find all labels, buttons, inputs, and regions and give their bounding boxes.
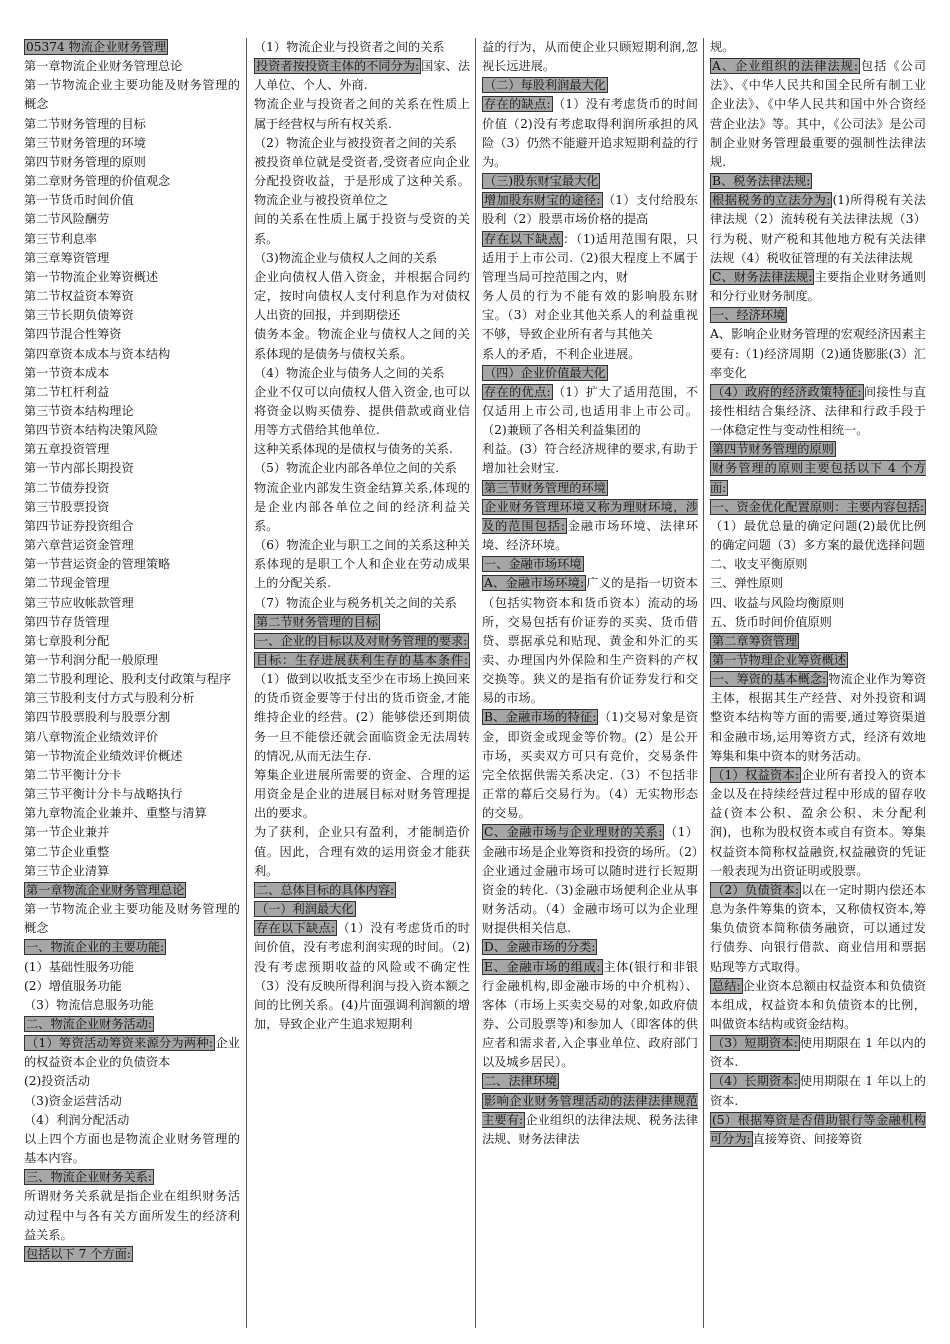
- text-line: [24, 766, 240, 785]
- body-text: 第一节利润分配一般原理: [24, 653, 159, 667]
- text-line: [24, 1245, 240, 1264]
- body-text: 所谓财务关系就是指企业在组织财务活动过程中与各有关方面所发生的经济利益关系。: [24, 1189, 240, 1242]
- text-line: [24, 230, 240, 249]
- text-line: [254, 536, 470, 593]
- text-line: [24, 421, 240, 440]
- text-line: [24, 1111, 240, 1130]
- body-text: 第四节证券投资组合: [24, 518, 134, 533]
- highlighted-heading: 第四节财务管理的原则: [712, 442, 834, 457]
- body-text: 企业所有者投入的资本金以及在持续经营过程中形成的留存收益(资本公积、盈余公积、未分配利润)，也称为股权资本或自有资本。筹集权益资本简称权益融资,权益融资的凭证一般表现为出资证明或股票。: [710, 767, 926, 878]
- body-text: 国家、法人单位、个人、外商.: [254, 59, 470, 93]
- body-text: 务人员的行为不能有效的影响股东财宝。（3）对企业其他关系人的利益重视不够，导致企业所有者与其他关: [482, 289, 698, 342]
- body-text: 被投资单位就是受资者,受资者应向企业分配投资收益，于是形成了这种关系。物流企业与被投资单位之: [254, 154, 470, 208]
- body-text: 筹集企业进展所需要的资金、合理的运用资金是企业的进展目标对财务管理提出的要求。: [254, 767, 470, 821]
- body-text: 间的关系在性质上属于投资与受资的关系。: [254, 212, 470, 246]
- text-line: [254, 95, 470, 133]
- text-line: [24, 1015, 240, 1034]
- text-line: [254, 383, 470, 440]
- text-line: [24, 594, 240, 613]
- body-text: 直接筹资、间接筹资: [752, 1131, 863, 1146]
- text-line: [254, 210, 470, 248]
- highlighted-heading: 存在的优点:: [484, 384, 551, 399]
- text-line: [710, 440, 926, 459]
- text-line: [254, 153, 470, 210]
- highlighted-heading: （4）政府的经济政策特征:: [712, 384, 862, 399]
- document-page: [24, 38, 926, 1328]
- highlighted-heading: 一、企业的目标以及对财务管理的要求:: [256, 633, 468, 648]
- text-line: [24, 900, 240, 938]
- body-text: 这种关系体现的是债权与债务的关系.: [254, 442, 453, 457]
- highlighted-heading: （1）权益资本:: [712, 767, 800, 782]
- text-line: [24, 996, 240, 1015]
- text-line: [482, 1092, 698, 1149]
- text-line: [482, 383, 698, 440]
- body-text: 企业资本总额由权益资本和负债资本组成，权益资本和负债资本的比例，叫做资本结构或资金结构。: [710, 978, 926, 1031]
- text-line: [24, 843, 240, 862]
- text-line: [710, 459, 926, 497]
- body-text: （5）物流企业内部各单位之间的关系: [254, 461, 457, 476]
- text-line: [710, 268, 926, 306]
- body-text: （7）物流企业与税务机关之间的关系: [254, 595, 457, 610]
- body-text: 规。: [710, 40, 735, 54]
- body-text: （1）做到以收抵支至少在市场上换回来的货币资金要等于付出的货币资金,才能维持企业的经营。(2）能够偿还到期债务一旦不能偿还就会面临资金无法周转的情况,从而无法生存.: [254, 672, 470, 763]
- text-line: [24, 632, 240, 651]
- text-line: [482, 95, 698, 172]
- body-text: （3)物流企业与债权人之间的关系: [254, 250, 438, 265]
- text-line: [254, 325, 470, 363]
- body-text: (2)投资活动: [24, 1074, 91, 1089]
- highlighted-heading: 第一节物理企业筹资概述: [712, 653, 847, 667]
- text-line: [254, 134, 470, 153]
- text-line: [710, 325, 926, 382]
- body-text: （4）物流企业与债务人之间的关系: [254, 365, 445, 380]
- body-text: 以上四个方面也是物流企业财务管理的基本内容。: [24, 1131, 240, 1166]
- highlighted-heading: （4）长期资本:: [712, 1074, 798, 1089]
- body-text: 益的行为，从而使企业只顾短期利润,忽视长远进展。: [482, 40, 698, 74]
- text-line: [24, 1034, 240, 1072]
- highlighted-heading: 第二节财务管理的目标: [256, 614, 378, 629]
- body-text: 第三节应收帐款管理: [24, 595, 134, 610]
- column-divider: [475, 38, 476, 1328]
- text-line: [482, 191, 698, 229]
- body-text: （3）物流信息服务功能: [24, 997, 154, 1012]
- text-line: [24, 804, 240, 823]
- highlighted-heading: 第一章物流企业财务管理总论: [26, 882, 185, 897]
- text-line: [24, 536, 240, 555]
- text-line: [710, 632, 926, 651]
- body-text: 第一节货币时间价值: [24, 193, 134, 208]
- text-line: [710, 498, 926, 555]
- body-text: 五、货币时间价值原则: [710, 614, 832, 629]
- text-line: [254, 440, 470, 459]
- text-line: [254, 268, 470, 325]
- text-line: [482, 76, 698, 95]
- text-line: [254, 479, 470, 536]
- body-text: （1）最优总量的确定问题(2)最优比例的确定问题（3）多方案的最优选择问题: [710, 518, 926, 553]
- body-text: 第七章股利分配: [24, 633, 110, 648]
- text-column-1: [24, 38, 240, 1328]
- text-line: [482, 1072, 698, 1091]
- text-line: [24, 479, 240, 498]
- text-line: [24, 210, 240, 229]
- text-line: [24, 459, 240, 478]
- text-line: [710, 1034, 926, 1072]
- text-line: [24, 38, 240, 57]
- body-text: 第二节债券投资: [24, 480, 110, 495]
- text-line: [710, 172, 926, 191]
- text-line: [24, 1072, 240, 1091]
- body-text: 第三节利息率: [24, 231, 98, 246]
- body-text: 第三节平衡计分卡与战略执行: [24, 787, 183, 802]
- text-line: [482, 574, 698, 708]
- text-line: [24, 134, 240, 153]
- body-text: 第四节混合性筹资: [24, 327, 122, 342]
- text-line: [24, 670, 240, 689]
- text-line: [710, 383, 926, 440]
- text-line: [24, 268, 240, 287]
- highlighted-heading: （一）利润最大化: [256, 902, 354, 917]
- body-text: 第六章营运资金管理: [24, 538, 134, 553]
- highlighted-heading: E、金融市场的组成:: [484, 959, 601, 974]
- text-column-4: [710, 38, 926, 1328]
- text-line: [24, 958, 240, 977]
- body-text: 第二章财务管理的价值观念: [24, 174, 171, 189]
- body-text: 使用期限在 1 年以内的资本.: [710, 1036, 926, 1070]
- highlighted-heading: 目标：生存进展获利生存的基本条件:: [256, 653, 468, 667]
- text-line: [24, 881, 240, 900]
- body-text: 三、弹性原则: [710, 576, 784, 591]
- body-text: （1）扩大了适用范围，不仅适用上市公司,也适用非上市公司。（2)兼顾了各相关利益集团的: [482, 384, 698, 438]
- body-text: 利益。(3）符合经济规律的要求,有助于增加社会财宝.: [482, 442, 698, 476]
- text-line: [710, 881, 926, 977]
- body-text: 第一节内部长期投资: [24, 461, 134, 476]
- text-line: [710, 613, 926, 632]
- text-line: [24, 153, 240, 172]
- text-line: [710, 1072, 926, 1110]
- text-line: [710, 306, 926, 325]
- text-line: [482, 345, 698, 364]
- body-text: 金融市场环境、法律环境、经济环境。: [482, 518, 698, 553]
- text-line: [482, 440, 698, 478]
- body-text: 第二节风险酬劳: [24, 212, 110, 227]
- text-line: [24, 345, 240, 364]
- highlighted-heading: B、税务法律法规:: [712, 174, 811, 189]
- text-line: [254, 613, 470, 632]
- highlighted-heading: 二、物流企业财务活动:: [26, 1016, 152, 1031]
- highlighted-heading: D、金融市场的分类:: [484, 940, 596, 955]
- body-text: （3)资金运营活动: [24, 1093, 122, 1108]
- text-line: [24, 613, 240, 632]
- highlighted-heading: 第二章筹资管理: [712, 633, 798, 648]
- body-text: 物流企业内部发生资金结算关系,体现的是企业内部各单位之间的经济利益关系。: [254, 480, 470, 533]
- body-text: 债务本金。物流企业与债权人之间的关系体现的是债务与债权关系。: [254, 327, 470, 361]
- text-column-3: [482, 38, 698, 1328]
- body-text: 第一章物流企业财务管理总论: [24, 59, 183, 74]
- body-text: 企业不仅可以向债权人借入资金,也可以将资金以购买债券、提供借款或商业信用等方式借给其他单位.: [254, 384, 470, 438]
- highlighted-heading: 存在以下缺点:: [256, 921, 336, 936]
- body-text: 第二节财务管理的目标: [24, 116, 146, 131]
- body-text: A、影响企业财务管理的宏观经济因素主要有:（1)经济周期（2)通货膨胀(3）汇率变化: [710, 327, 926, 380]
- body-text: 第九章物流企业兼并、重整与清算: [24, 806, 207, 821]
- highlighted-heading: 第三节财务管理的环境: [484, 480, 606, 495]
- text-line: [482, 823, 698, 938]
- body-text: 第三章筹资管理: [24, 250, 110, 265]
- text-line: [24, 689, 240, 708]
- body-text: 第四章资本成本与资本结构: [24, 346, 171, 361]
- text-line: [482, 958, 698, 1073]
- highlighted-heading: （2）负债资本:: [712, 882, 800, 897]
- body-text: 第二节杠杆利益: [24, 384, 110, 399]
- body-text: 企业组织的法律法规、税务法律法规、财务法律法: [482, 1112, 698, 1146]
- highlighted-heading: 根据税务的立法分为:: [712, 193, 831, 208]
- body-text: （6）物流企业与职工之间的关系这种关系体现的是职工个人和企业在劳动成果上的分配关系.: [254, 538, 470, 591]
- highlighted-heading: 投资者按投资主体的不同分为:: [256, 59, 420, 74]
- highlighted-heading: 存在以下缺点: [484, 231, 562, 246]
- text-line: [24, 383, 240, 402]
- body-text: （1）物流企业与投资者之间的关系: [254, 40, 445, 54]
- text-line: [24, 1130, 240, 1168]
- highlighted-heading: （3）短期资本:: [712, 1036, 798, 1051]
- body-text: (1)所得税有关法律法规（2）流转税有关法律法规（3）行为税、财产税和其他地方税有关法律法规（4）税收征管理的有关法律法规: [710, 193, 926, 265]
- text-line: [482, 364, 698, 383]
- text-line: [710, 57, 926, 172]
- text-line: [24, 728, 240, 747]
- text-line: [24, 1092, 240, 1111]
- body-text: 第三节企业清算: [24, 863, 110, 878]
- text-line: [24, 115, 240, 134]
- text-line: [24, 651, 240, 670]
- highlighted-heading: C、金融市场与企业理财的关系:: [484, 825, 663, 840]
- body-text: 企业向债权人借入资金，并根据合同约定，按时向债权人支付利息作为对债权人出资的回报，并到期偿还: [254, 269, 470, 323]
- body-text: (2）增值服务功能: [24, 978, 122, 993]
- text-line: [254, 364, 470, 383]
- body-text: 第一节资本成本: [24, 365, 110, 380]
- body-text: （2）物流企业与被投资者之间的关系: [254, 135, 457, 150]
- text-line: [24, 191, 240, 210]
- highlighted-heading: A、金融市场环境:: [484, 576, 585, 591]
- highlighted-heading: 一、筹资的基本概念:: [712, 672, 827, 687]
- text-line: [254, 823, 470, 880]
- text-line: [482, 287, 698, 344]
- text-line: [24, 823, 240, 842]
- text-line: [24, 364, 240, 383]
- highlighted-heading: 存在的缺点:: [484, 97, 551, 112]
- text-line: [482, 38, 698, 76]
- body-text: 第三节股利支付方式与股利分析: [24, 691, 195, 706]
- body-text: 第三节财务管理的环境: [24, 135, 146, 150]
- text-line: [710, 1111, 926, 1149]
- text-line: [710, 38, 926, 57]
- body-text: 主体(银行和非银行金融机构,即金融市场的中介机构）、客体（市场上买卖交易的对象,如政府债券、公司股票等)和参加人（即客体的供应者和需求者,入企事业单位、政府部门以及城乡居民）。: [482, 959, 698, 1070]
- highlighted-heading: 05374 物流企业财务管理: [26, 40, 167, 54]
- text-line: [254, 900, 470, 919]
- body-text: 主要指企业财务通则和分行业财务制度。: [710, 269, 926, 304]
- highlighted-heading: 包括以下 7 个方面:: [26, 1246, 131, 1261]
- text-line: [24, 747, 240, 766]
- highlighted-heading: 影响企业财务管理活动的法律法律规范主要有:: [482, 1093, 698, 1127]
- text-line: [482, 708, 698, 823]
- highlighted-heading: 一、物流企业的主要功能:: [26, 940, 165, 955]
- text-line: [482, 172, 698, 191]
- text-line: [254, 632, 470, 651]
- text-line: [482, 479, 698, 498]
- text-line: [24, 287, 240, 306]
- body-text: 包括《公司法》、《中华人民共和国全民所有制工业企业法》、《中华人民共和国中外合资经营企业法》等。其中，《公司法》是公司制企业财务管理最重要的强制性法律法规.: [710, 59, 926, 169]
- highlighted-heading: 增加股东财宝的途径:: [484, 193, 601, 208]
- text-line: [710, 191, 926, 268]
- body-text: 第四节存货管理: [24, 614, 110, 629]
- highlighted-heading: 财务管理的原则主要包括以下 4 个方面:: [710, 461, 926, 495]
- text-line: [24, 249, 240, 268]
- text-line: [254, 766, 470, 823]
- text-line: [710, 766, 926, 881]
- text-line: [24, 1187, 240, 1244]
- text-line: [254, 651, 470, 766]
- column-divider: [246, 38, 247, 1328]
- text-line: [710, 651, 926, 670]
- text-line: [24, 977, 240, 996]
- body-text: 第一节物流企业筹资概述: [24, 269, 159, 284]
- text-line: [24, 440, 240, 459]
- text-line: [254, 249, 470, 268]
- text-line: [710, 574, 926, 593]
- body-text: 二、收支平衡原则: [710, 557, 808, 572]
- body-text: 第三节股票投资: [24, 499, 110, 514]
- highlighted-heading: 企业财务管理环境又称为理财环境，涉及的范围包括:: [482, 499, 698, 533]
- body-text: 企业的权益资本企业的负债资本: [24, 1036, 240, 1070]
- body-text: 物流企业作为筹资主体，根据其生产经营、对外投资和调整资本结构等方面的需要,通过筹资渠道和金融市场,运用筹资方式，经济有效地筹集和集中资本的财务活动。: [710, 672, 926, 763]
- body-text: 第四节资本结构决策风险: [24, 423, 159, 438]
- body-text: 第四节股票股利与股票分割: [24, 710, 171, 725]
- highlighted-heading: （1）筹资活动筹资来源分为两种:: [26, 1036, 214, 1051]
- text-line: [710, 594, 926, 613]
- body-text: 四、收益与风险均衡原则: [710, 595, 845, 610]
- text-line: [710, 670, 926, 766]
- body-text: 广义的是指一切资本（包括实物资本和货币资本）流动的场所，交易包括有价证券的买卖、货币借贷、票据承兑和贴现、黄金和外汇的买卖、办理国内外保险和生产资料的产权交换等。狭义的是指有价证券发行和交易的市场。: [482, 576, 698, 706]
- body-text: 第八章物流企业绩效评价: [24, 729, 159, 744]
- text-line: [254, 38, 470, 57]
- text-line: [482, 498, 698, 555]
- highlighted-heading: C、财务法律法规:: [712, 269, 813, 284]
- highlighted-heading: B、金融市场的特征:: [484, 710, 597, 725]
- body-text: ：（1)适用范围有限，只适用于上市公司.（2)很大程度上不属于管理当局可控范围之内，财: [482, 231, 698, 284]
- text-line: [482, 938, 698, 957]
- text-line: [24, 862, 240, 881]
- highlighted-heading: 一、金融市场环境: [484, 557, 582, 572]
- text-line: [24, 938, 240, 957]
- text-line: [24, 402, 240, 421]
- text-line: [710, 555, 926, 574]
- text-line: [24, 517, 240, 536]
- highlighted-heading: (5）根据筹资是否借助银行等金融机构可分为:: [710, 1112, 926, 1146]
- body-text: 第三节资本结构理论: [24, 403, 134, 418]
- body-text: 第一节物流企业主要功能及财务管理的概念: [24, 902, 240, 936]
- body-text: 第三节长期负债筹资: [24, 308, 134, 323]
- text-line: [24, 574, 240, 593]
- text-line: [24, 57, 240, 76]
- highlighted-heading: （二）每股利润最大化: [484, 78, 606, 93]
- text-line: [24, 1168, 240, 1187]
- highlighted-heading: （三)股东财宝最大化: [484, 174, 599, 189]
- highlighted-heading: 二、总体目标的具体内容:: [256, 882, 395, 897]
- body-text: 为了获利，企业只有盈利，才能制造价值。因此，合理有效的运用资金才能获利。: [254, 825, 470, 878]
- body-text: 系人的矛盾，不利企业进展。: [482, 346, 641, 361]
- body-text: 第一节营运资金的管理策略: [24, 557, 171, 572]
- body-text: 第四节财务管理的原则: [24, 154, 146, 169]
- text-line: [254, 459, 470, 478]
- highlighted-heading: A、企业组织的法律法规:: [712, 59, 858, 74]
- text-line: [482, 555, 698, 574]
- body-text: 间接性与直接性相结合集经济、法律和行政手段于一体稳定性与变动性相统一。: [710, 384, 926, 438]
- body-text: 第二节权益资本筹资: [24, 289, 134, 304]
- highlighted-heading: 一、经济环境: [712, 308, 786, 323]
- highlighted-heading: （四）企业价值最大化: [484, 365, 606, 380]
- body-text: （1）没有考虑货币的时间价值，没有考虑利润实现的时间。（2)没有考虑预期收益的风险或不确定性（3）没有反映所得利润与投入资本额之间的比例关系。(4)片面强调利润额的增加，导致企业产生追求短期利: [254, 921, 470, 1031]
- body-text: （1）支付给股东股利（2）股票市场价格的提高: [482, 193, 698, 227]
- text-line: [254, 57, 470, 95]
- body-text: 第二节现金管理: [24, 576, 110, 591]
- body-text: （1）没有考虑货币的时间价值（2)没有考虑取得利润所承担的风险（3）仍然不能避开追求短期利益的行为。: [482, 97, 698, 169]
- body-text: 物流企业与投资者之间的关系在性质上属于经营权与所有权关系.: [254, 97, 470, 131]
- body-text: 第二节企业重整: [24, 844, 110, 859]
- text-line: [254, 594, 470, 613]
- text-line: [24, 306, 240, 325]
- body-text: (1）基础性服务功能: [24, 959, 135, 974]
- text-line: [24, 76, 240, 114]
- text-line: [24, 172, 240, 191]
- column-divider: [703, 38, 704, 1328]
- text-line: [24, 708, 240, 727]
- body-text: 使用期限在 1 年以上的资本.: [710, 1074, 926, 1108]
- body-text: 以在一定时期内偿还本息为条件筹集的资本，又称债权资本,筹集负债资本简称债务融资，可以通过发行债券、向银行借款、商业信用和票据贴现等方式取得。: [710, 882, 926, 974]
- text-line: [710, 977, 926, 1034]
- body-text: （1)交易对象是资金，即资金或现金等价物。(2）是公开市场，买卖双方可只有竞价，交易条件完全依据供需关系决定.（3）不包括非正常的幕后交易行为。（4）无实物形态的交易。: [482, 710, 698, 821]
- highlighted-heading: 二、法律环境: [484, 1074, 558, 1089]
- text-line: [482, 230, 698, 287]
- text-line: [24, 555, 240, 574]
- text-column-2: [254, 38, 470, 1328]
- text-line: [24, 325, 240, 344]
- body-text: 第一节企业兼并: [24, 825, 110, 840]
- body-text: 第一节物流企业绩效评价概述: [24, 748, 183, 763]
- text-line: [24, 498, 240, 517]
- body-text: 第二节平衡计分卡: [24, 767, 122, 782]
- text-line: [254, 919, 470, 1034]
- highlighted-heading: 一、资金优化配置原则：主要内容包括:: [712, 499, 924, 514]
- highlighted-heading: 三、物流企业财务关系:: [26, 1170, 152, 1185]
- body-text: 第一节物流企业主要功能及财务管理的概念: [24, 78, 240, 112]
- text-line: [24, 785, 240, 804]
- body-text: （4）利润分配活动: [24, 1112, 130, 1127]
- text-line: [254, 881, 470, 900]
- body-text: （1）金融市场是企业筹资和投资的场所。（2）企业通过金融市场可以随时进行长短期资金的转化.（3)金融市场便利企业从事财务活动。（4）金融市场可以为企业理财提供相关信息.: [482, 825, 698, 936]
- body-text: 第二节股利理论、股利支付政策与程序: [24, 672, 232, 687]
- body-text: 第五章投资管理: [24, 442, 110, 457]
- highlighted-heading: 总结:: [712, 978, 741, 993]
